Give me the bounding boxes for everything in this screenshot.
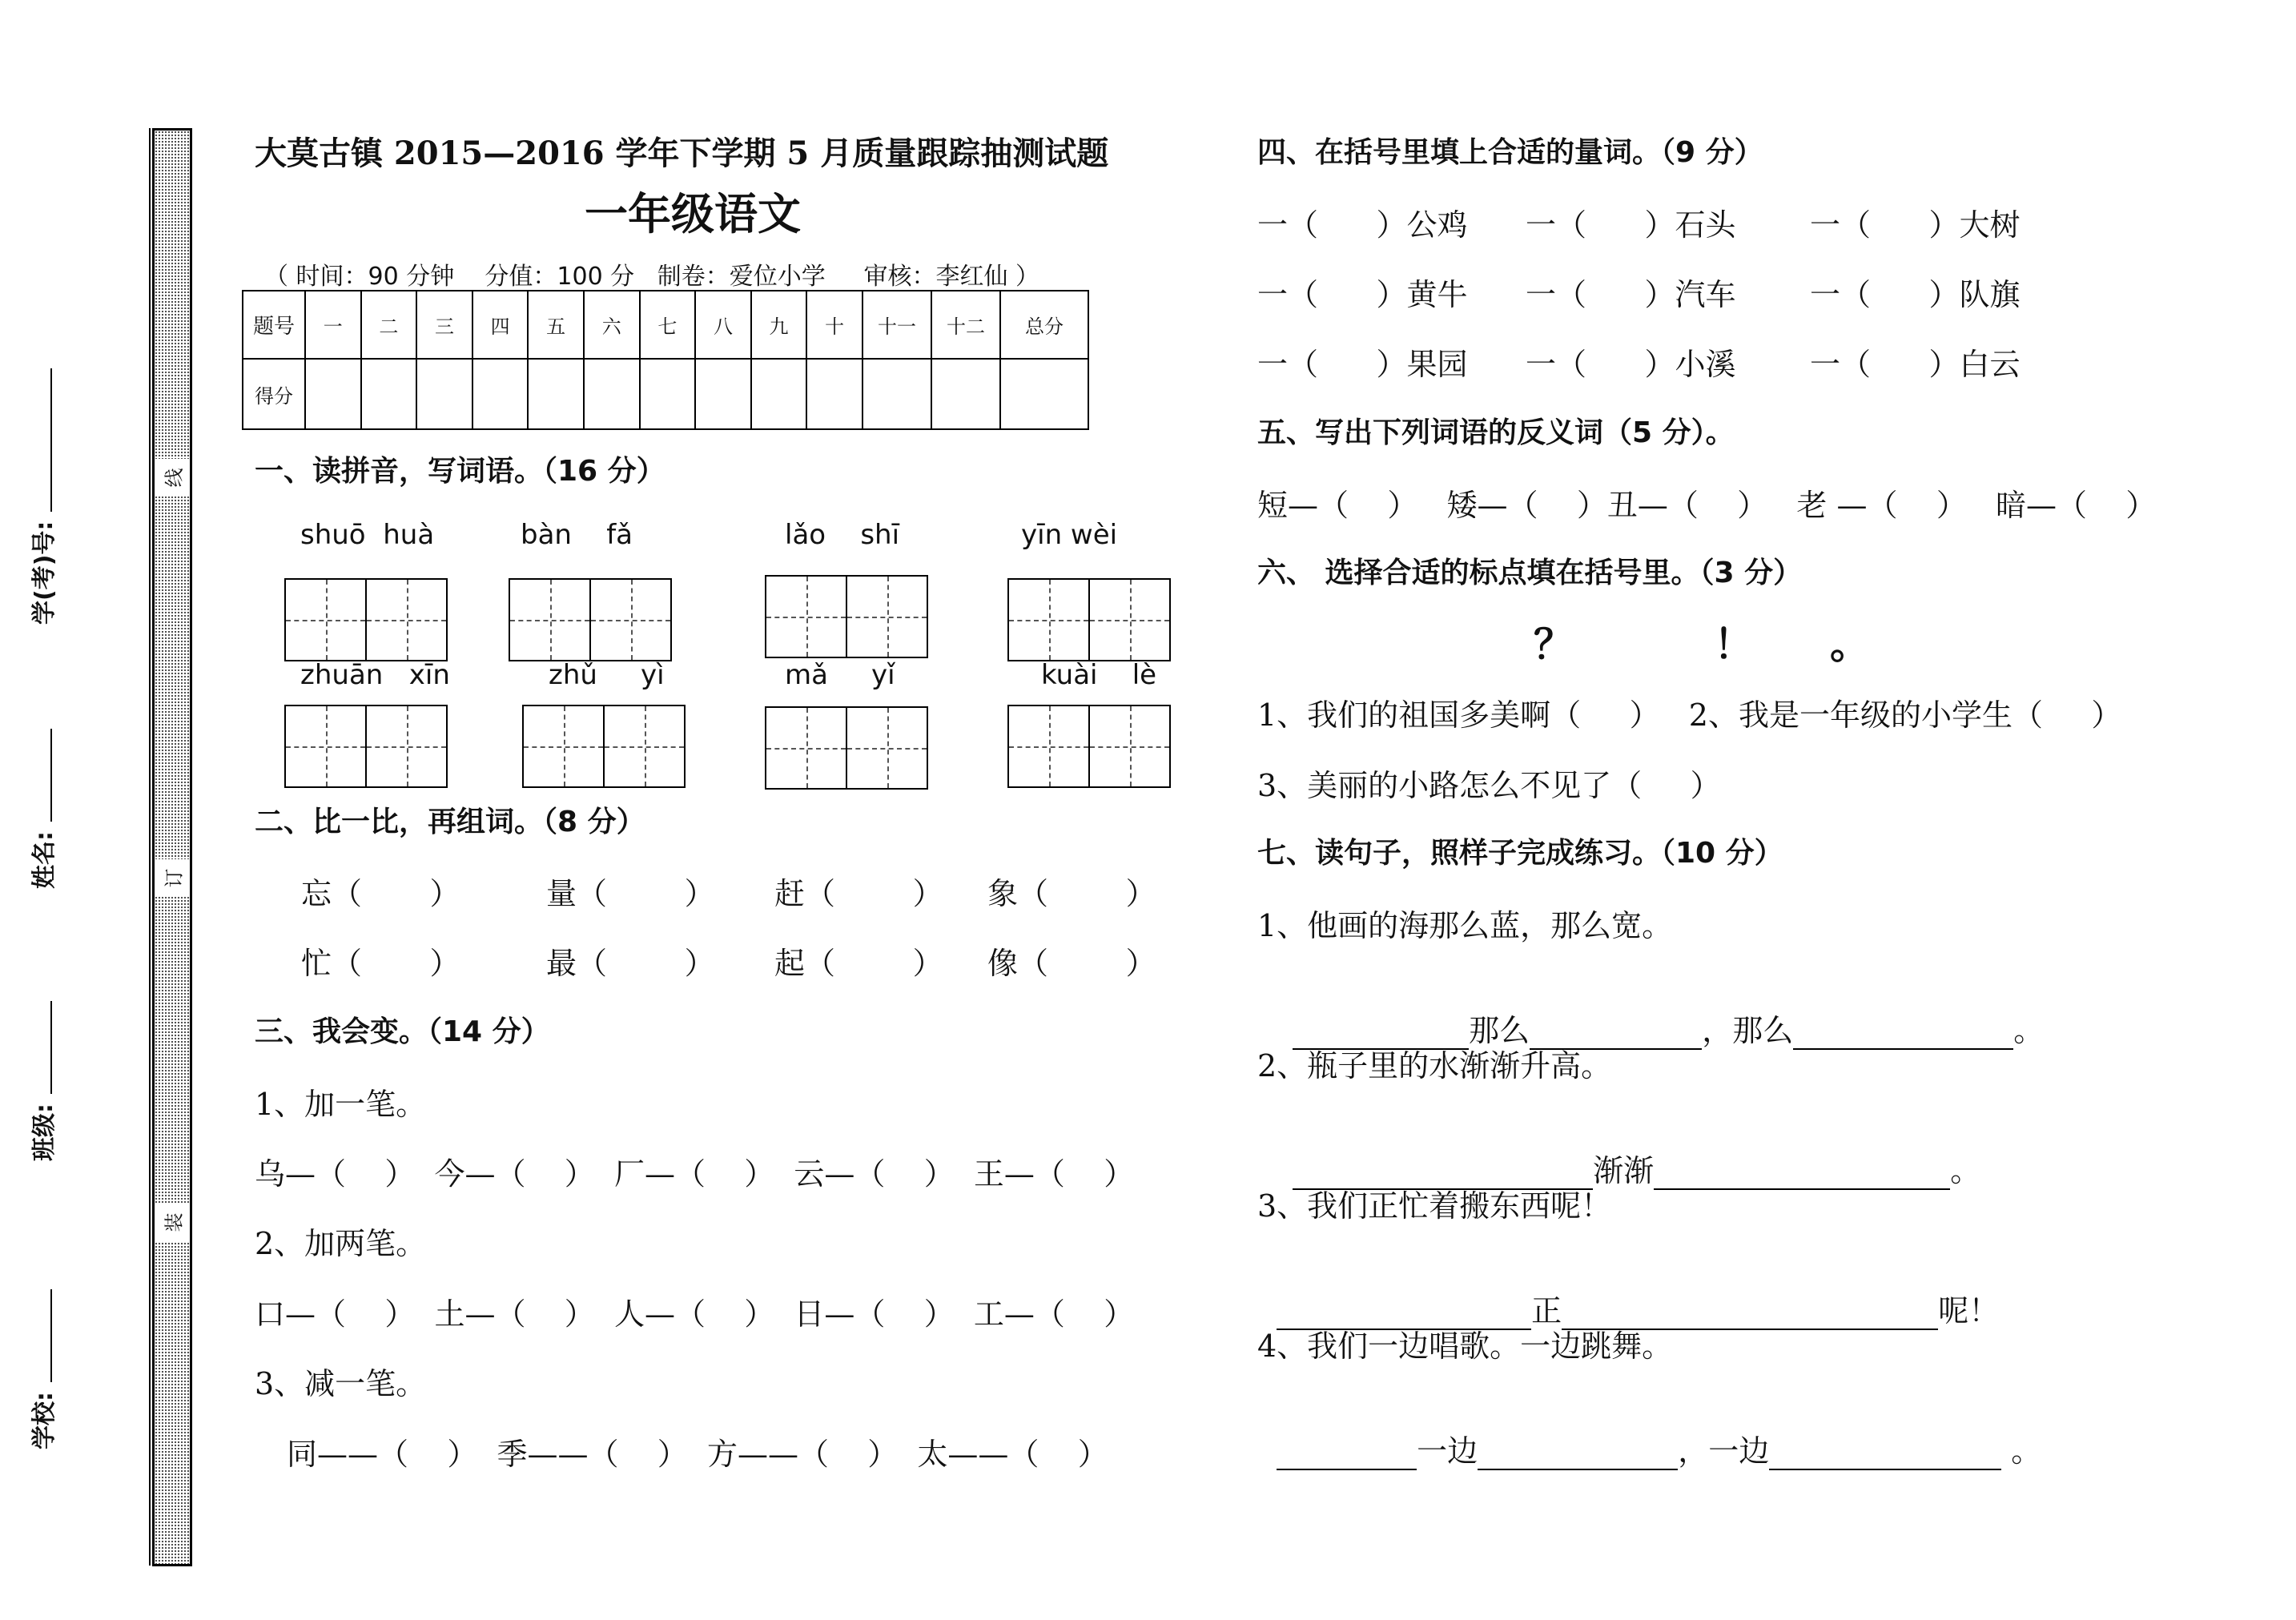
pinyin-3: lǎo shī [785,519,900,551]
punct-period: 。 [1830,621,1870,668]
answer-end: 。 [1950,1153,1981,1188]
answer-blank[interactable] [1769,1441,2001,1470]
answer-word: ，一边 [1678,1433,1770,1469]
score-cell[interactable] [806,359,863,429]
section2-title: 二、比一比，再组词。（8 分） [255,806,645,838]
writing-grid[interactable] [765,575,928,658]
section7-ex2: 2、瓶子里的水渐渐升高。 [1257,1048,1612,1083]
writing-grid[interactable] [509,578,672,661]
name-label: 姓名: [30,831,58,889]
answer-blank[interactable] [1654,1161,1950,1190]
measure-word-item[interactable]: 一（ ）大树 [1810,207,2021,243]
section3-sub2: 2、加两笔。 [255,1226,427,1261]
subject-title: 一年级语文 [585,188,801,239]
section3-line2[interactable]: 口—（ ） 土—（ ） 人—（ ） 日—（ ） 工—（ ） [255,1296,1135,1332]
class-label: 班级: [30,1103,58,1161]
score-col-8: 八 [695,291,751,359]
score-col-10: 十 [806,291,863,359]
score-cell[interactable] [305,359,361,429]
measure-word-item[interactable]: 一（ ）果园 [1257,347,1468,382]
section7-ans1[interactable] [1273,971,2044,1050]
pinyin-1: shuō huà [300,519,435,551]
section3-sub3: 3、减一笔。 [255,1366,427,1401]
answer-blank[interactable] [1277,1441,1417,1470]
score-table-row2-header: 得分 [243,359,305,429]
punct-question: ？ [1534,621,1574,668]
score-cell[interactable] [416,359,472,429]
section3-title: 三、我会变。（14 分） [255,1015,550,1048]
section6-q2[interactable]: 3、美丽的小路怎么不见了（ ） [1257,768,1721,803]
measure-word-item[interactable]: 一（ ）小溪 [1526,347,1736,382]
binding-edge-line [149,128,151,1566]
section6-title: 六、 选择合适的标点填在括号里。（3 分） [1257,557,1803,589]
section3-sub1: 1、加一笔。 [255,1087,427,1122]
binding-label-line: 线 [155,459,190,496]
score-cell[interactable] [695,359,751,429]
answer-word: 那么 [1469,1013,1530,1048]
answer-word: 一边 [1417,1433,1478,1469]
antonym-line[interactable]: 短—（ ） 矮—（ ）丑—（ ） 老 —（ ） 暗—（ ） [1257,488,2157,523]
compare-item[interactable]: 忙（ ） [301,946,460,981]
score-col-2: 二 [361,291,417,359]
class-line[interactable] [31,1001,52,1094]
score-col-12: 十二 [931,291,1000,359]
answer-word: 渐渐 [1593,1153,1655,1188]
measure-word-item[interactable]: 一（ ）公鸡 [1257,207,1468,243]
writing-grid[interactable] [1007,578,1171,661]
section1-title: 一、读拼音，写词语。（16 分） [255,455,665,488]
score-table-row1-header: 题号 [243,291,305,359]
student-no-label: 学(考)号: [30,521,58,625]
score-cell[interactable] [640,359,696,429]
answer-word: ，那么 [1702,1013,1794,1048]
student-no-field[interactable] [24,368,59,625]
answer-blank[interactable] [1793,1021,2013,1050]
school-field[interactable] [24,1289,59,1449]
score-col-9: 九 [751,291,807,359]
writing-grid[interactable] [1007,705,1171,788]
exam-info: （ 时间：90 分钟 分值：100 分 制卷：爱位小学 审核：李红仙 ） [264,263,1040,291]
pinyin-4: yīn wèi [1021,519,1118,551]
binding-strip [152,128,192,1566]
writing-grid[interactable] [284,705,448,788]
score-col-11: 十一 [863,291,931,359]
compare-item[interactable]: 最（ ） [546,946,715,981]
section5-title: 五、写出下列词语的反义词（5 分）。 [1257,416,1735,449]
compare-item[interactable]: 起（ ） [774,946,943,981]
student-no-line[interactable] [31,368,52,512]
score-col-4: 四 [472,291,529,359]
binding-label-bind: 装 [155,1204,190,1241]
section7-ans2[interactable] [1273,1111,1980,1190]
score-cell[interactable] [751,359,807,429]
pinyin-2: bàn fǎ [521,519,633,551]
school-label: 学校: [30,1392,58,1449]
section7-ex1: 1、他画的海那么蓝，那么宽。 [1257,908,1673,943]
section4-title: 四、在括号里填上合适的量词。（9 分） [1257,136,1763,169]
answer-end: 。 [2013,1013,2045,1048]
pinyin-5: zhuān xīn [300,659,450,691]
score-col-1: 一 [305,291,361,359]
measure-word-item[interactable]: 一（ ）石头 [1526,207,1736,243]
section7-ex4: 4、我们一边唱歌。一边跳舞。 [1257,1329,1673,1364]
score-cell[interactable] [528,359,584,429]
section7-ans3[interactable] [1257,1251,1999,1330]
compare-item[interactable]: 象（ ） [987,876,1156,911]
section6-q1[interactable]: 1、我们的祖国多美啊（ ） 2、我是一年级的小学生（ ） [1257,697,2122,733]
score-table [242,290,1089,430]
punct-exclaim: ！ [1714,621,1754,668]
section7-title: 七、读句子，照样子完成练习。（10 分） [1257,837,1783,870]
compare-item[interactable]: 像（ ） [987,946,1156,981]
answer-blank[interactable] [1478,1441,1678,1470]
score-cell[interactable] [863,359,931,429]
answer-end: 呢！ [1938,1293,2000,1329]
name-line[interactable] [31,729,52,822]
binding-label-staple: 订 [155,859,190,897]
measure-word-item[interactable]: 一（ ）白云 [1810,347,2021,382]
score-col-3: 三 [416,291,472,359]
class-field[interactable] [24,1001,59,1161]
compare-item[interactable]: 赶（ ） [774,876,943,911]
score-col-5: 五 [528,291,584,359]
score-cell[interactable] [584,359,640,429]
answer-end: 。 [2001,1433,2042,1469]
score-col-6: 六 [584,291,640,359]
writing-grid[interactable] [522,705,686,788]
section7-ex3: 3、我们正忙着搬东西呢！ [1257,1188,1612,1224]
score-col-total: 总分 [1000,291,1088,359]
compare-item[interactable]: 忘（ ） [301,876,460,911]
name-field[interactable] [24,729,59,889]
writing-grid[interactable] [765,706,928,790]
measure-word-item[interactable]: 一（ ）黄牛 [1257,277,1468,312]
score-cell-total[interactable] [1000,359,1088,429]
section3-line1[interactable]: 乌—（ ） 今—（ ） 厂—（ ） 云—（ ） 王—（ ） [255,1156,1135,1192]
pinyin-8: kuài lè [1041,659,1157,691]
score-cell[interactable] [472,359,529,429]
score-cell[interactable] [931,359,1000,429]
measure-word-item[interactable]: 一（ ）队旗 [1810,277,2021,312]
pinyin-6: zhǔ yì [549,659,665,691]
score-col-7: 七 [640,291,696,359]
measure-word-item[interactable]: 一（ ）汽车 [1526,277,1736,312]
answer-word: 正 [1531,1293,1562,1329]
school-line[interactable] [31,1289,52,1382]
section3-line3[interactable]: 同——（ ） 季——（ ） 方——（ ） 太——（ ） [287,1437,1108,1472]
exam-title: 大莫古镇 2015—2016 学年下学期 5 月质量跟踪抽测试题 [255,135,1109,172]
pinyin-7: mǎ yǐ [785,659,895,691]
score-cell[interactable] [361,359,417,429]
section7-ans4[interactable] [1257,1391,2041,1470]
compare-item[interactable]: 量（ ） [546,876,715,911]
writing-grid[interactable] [284,578,448,661]
